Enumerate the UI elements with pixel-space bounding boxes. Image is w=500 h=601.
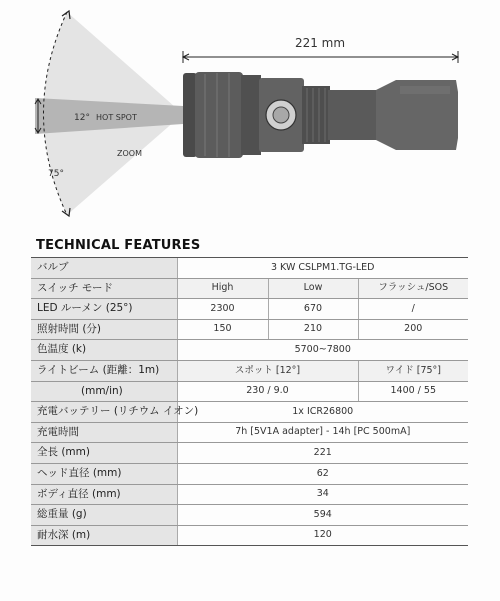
row-label: LED ルーメン (25°) [31, 299, 177, 320]
row-label: 色温度 (k) [31, 340, 177, 361]
row-value: 5700~7800 [177, 340, 468, 361]
length-label: 221 mm [294, 36, 346, 50]
row-label: バルブ [31, 258, 177, 279]
hotspot-label: HOT SPOT [96, 113, 137, 122]
row-value: 594 [177, 505, 468, 526]
row-value: 34 [177, 484, 468, 505]
table-row [31, 360, 468, 381]
mode-flash: フラッシュ/SOS [358, 278, 468, 299]
row-label: スイッチ モード [31, 278, 177, 299]
table-row [31, 525, 468, 546]
beam-spot-value: 230 / 9.0 [177, 381, 358, 402]
row-value: 1x ICR26800 [177, 402, 468, 423]
flashlight-diagram [0, 0, 500, 232]
table-row [31, 422, 468, 443]
row-label: ボディ直径 (mm) [31, 484, 177, 505]
section-title: TECHNICAL FEATURES [36, 238, 201, 253]
beam-spot: スポット [12°] [177, 360, 358, 381]
power-button-icon [266, 100, 296, 130]
lumen-flash: / [358, 299, 468, 320]
row-label: ヘッド直径 (mm) [31, 463, 177, 484]
row-value: 120 [177, 525, 468, 546]
runtime-high: 150 [177, 319, 268, 340]
table-row [31, 463, 468, 484]
hotspot-angle-label: 12° [74, 113, 90, 123]
row-value: 221 [177, 443, 468, 464]
mode-high: High [177, 278, 268, 299]
spec-table [31, 257, 468, 546]
zoom-label: ZOOM [117, 149, 142, 158]
lumen-high: 2300 [177, 299, 268, 320]
lumen-low: 670 [268, 299, 358, 320]
row-value: 7h [5V1A adapter] - 14h [PC 500mA] [177, 422, 468, 443]
table-row [31, 258, 468, 279]
table-row [31, 484, 468, 505]
table-row [31, 319, 468, 340]
row-label: 照射時間 (分) [31, 319, 177, 340]
row-label: (mm/in) [31, 381, 177, 402]
row-label: 全長 (mm) [31, 443, 177, 464]
table-row [31, 505, 468, 526]
row-label: ライトビーム (距離：1m) [31, 360, 177, 381]
row-label: 総重量 (g) [31, 505, 177, 526]
table-row [31, 278, 468, 299]
mode-low: Low [268, 278, 358, 299]
table-row [31, 443, 468, 464]
beam-wide-value: 1400 / 55 [358, 381, 468, 402]
runtime-low: 210 [268, 319, 358, 340]
table-row [31, 340, 468, 361]
row-label: 充電時間 [31, 422, 177, 443]
row-value: 62 [177, 463, 468, 484]
runtime-flash: 200 [358, 319, 468, 340]
beam-wide: ワイド [75°] [358, 360, 468, 381]
table-row [31, 402, 468, 423]
row-value: 3 KW CSLPM1.TG-LED [177, 258, 468, 279]
zoom-angle-label: 75° [48, 169, 64, 179]
row-label: 充電バッテリー (リチウム イオン) [31, 402, 177, 423]
row-label: 耐水深 (m) [31, 525, 177, 546]
table-row [31, 381, 468, 402]
flashlight-illustration [183, 72, 458, 158]
table-row [31, 299, 468, 320]
